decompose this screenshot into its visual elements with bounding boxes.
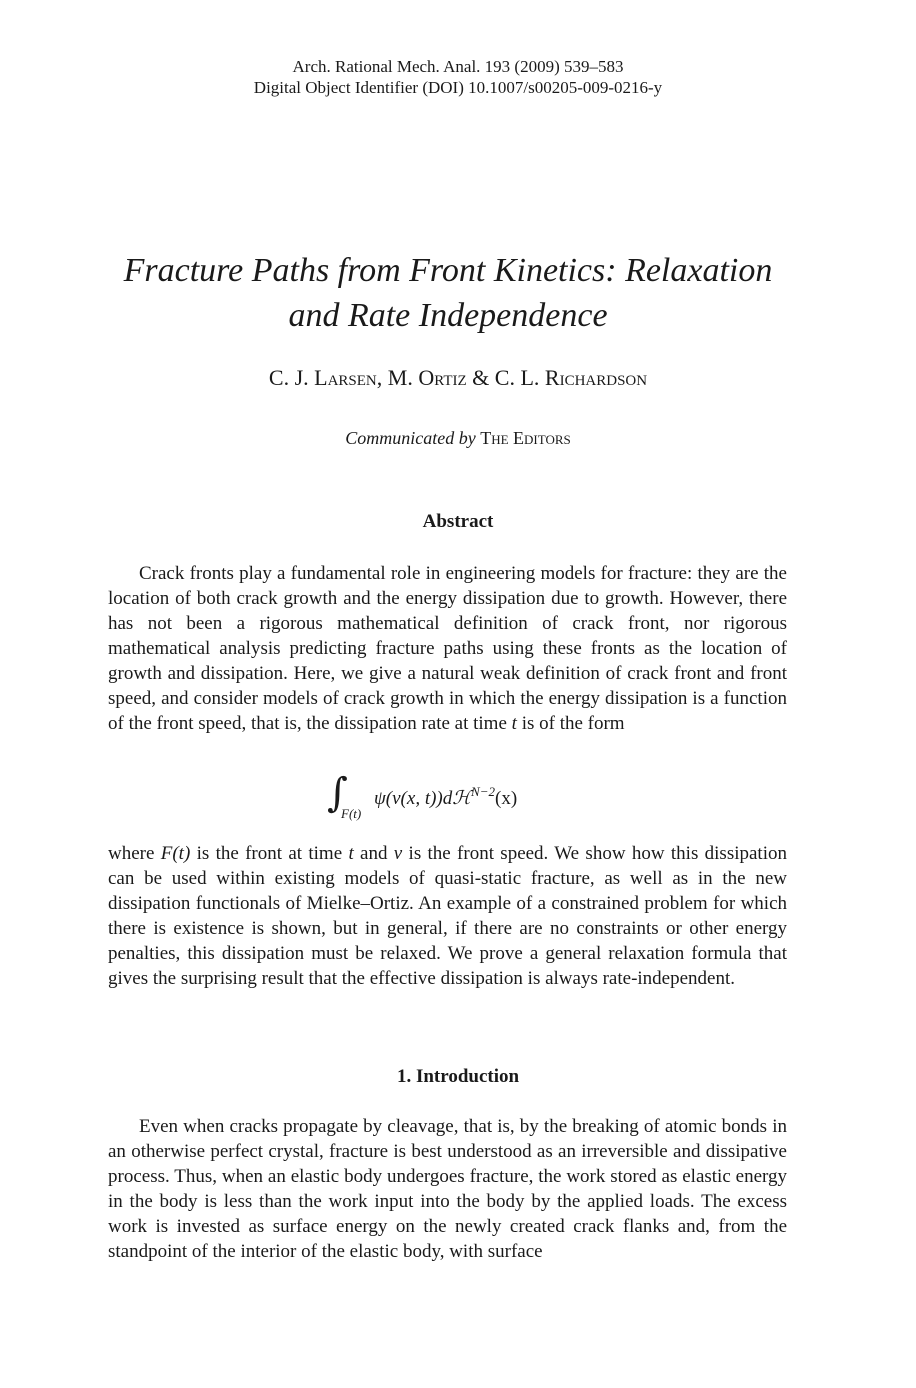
author-3-surname: Richardson bbox=[544, 365, 648, 390]
introduction-heading: 1. Introduction bbox=[396, 1066, 520, 1087]
abstract-text-2c: is the front speed. We show how this dissipation can be used within existing models of quasi-static fracture, as well as in the new dissipation functionals of Mielke–Ortiz. An example of a constrained problem for which there is existence is shown, but in general, if there are no constraints or other energy penalties, this dissipation must be relaxed. We prove a general relaxation formula that gives the surprising result that the effective dissipation is always rate-independent. bbox=[108, 843, 787, 989]
author-2-initials: M. bbox=[387, 365, 419, 390]
hausdorff-measure: ℋ bbox=[452, 788, 472, 809]
journal-header bbox=[0, 56, 916, 98]
where-word: where bbox=[108, 843, 155, 864]
hausdorff-dimension: N−2 bbox=[471, 784, 495, 799]
abstract-text-2b: and bbox=[360, 843, 388, 864]
author-2-surname: Ortiz bbox=[418, 365, 467, 390]
journal-citation: Arch. Rational Mech. Anal. 193 (2009) 539–583 bbox=[292, 57, 624, 76]
author-separator: & bbox=[466, 365, 495, 390]
dissipation-formula bbox=[0, 768, 916, 828]
math-front: F(t) bbox=[160, 843, 191, 864]
abstract-text-2a: is the front at time bbox=[196, 843, 343, 864]
integral-domain: F(t) bbox=[341, 806, 362, 821]
communicated-prefix: Communicated by bbox=[345, 428, 476, 448]
paper-title bbox=[60, 248, 836, 338]
author-1-initials: C. J. bbox=[268, 365, 315, 390]
math-t: t bbox=[511, 713, 517, 734]
integrand-tail: (x) bbox=[495, 788, 518, 809]
communicated-editors: The Editors bbox=[480, 428, 571, 448]
communicated-by bbox=[0, 426, 916, 450]
author-3-initials: C. L. bbox=[494, 365, 545, 390]
integrand-main: ψ(v(x, t))d bbox=[374, 788, 453, 809]
title-line-1: Fracture Paths from Front Kinetics: Relaxation bbox=[123, 252, 773, 289]
author-1-surname: Larsen bbox=[314, 365, 377, 390]
abstract-text: Crack fronts play a fundamental role in engineering models for fracture: they are the location of both crack growth and the energy dissipation due to growth. However, there has not been a rigorous mathematical definition of crack front, nor rigorous mathematical analysis predicting fracture paths using these fronts as the location of growth and dissipation. Here, we give a natural weak definition of crack front and front speed, and consider models of crack growth in which the energy dissipation is a function of the front speed, that is, the dissipation rate at time bbox=[108, 563, 787, 734]
abstract-paragraph-1 bbox=[108, 561, 787, 736]
introduction-paragraph-1: Even when cracks propagate by cleavage, that is, by the breaking of atomic bonds in an otherwise perfect crystal, fracture is best understood as an irreversible and dissipative process. Thus, when an elastic body undergoes fracture, the work stored as elastic energy in the body is less than the work input into the body by the applied loads. The excess work is invested as surface energy on the newly created crack flanks and, from the standpoint of the interior of the elastic body, with surface bbox=[108, 1116, 787, 1262]
title-line-2: and Rate Independence bbox=[288, 297, 608, 334]
integrand bbox=[374, 784, 517, 810]
abstract-text-end: is of the form bbox=[521, 713, 625, 734]
math-t: t bbox=[348, 843, 354, 864]
abstract-paragraph-2 bbox=[108, 841, 787, 991]
abstract-heading: Abstract bbox=[422, 511, 494, 532]
author-list bbox=[0, 364, 916, 392]
integral-sign: ∫ bbox=[327, 770, 348, 816]
author-separator: , bbox=[376, 365, 388, 390]
math-v: v bbox=[393, 843, 403, 864]
doi-line: Digital Object Identifier (DOI) 10.1007/s00205-009-0216-y bbox=[253, 78, 663, 97]
